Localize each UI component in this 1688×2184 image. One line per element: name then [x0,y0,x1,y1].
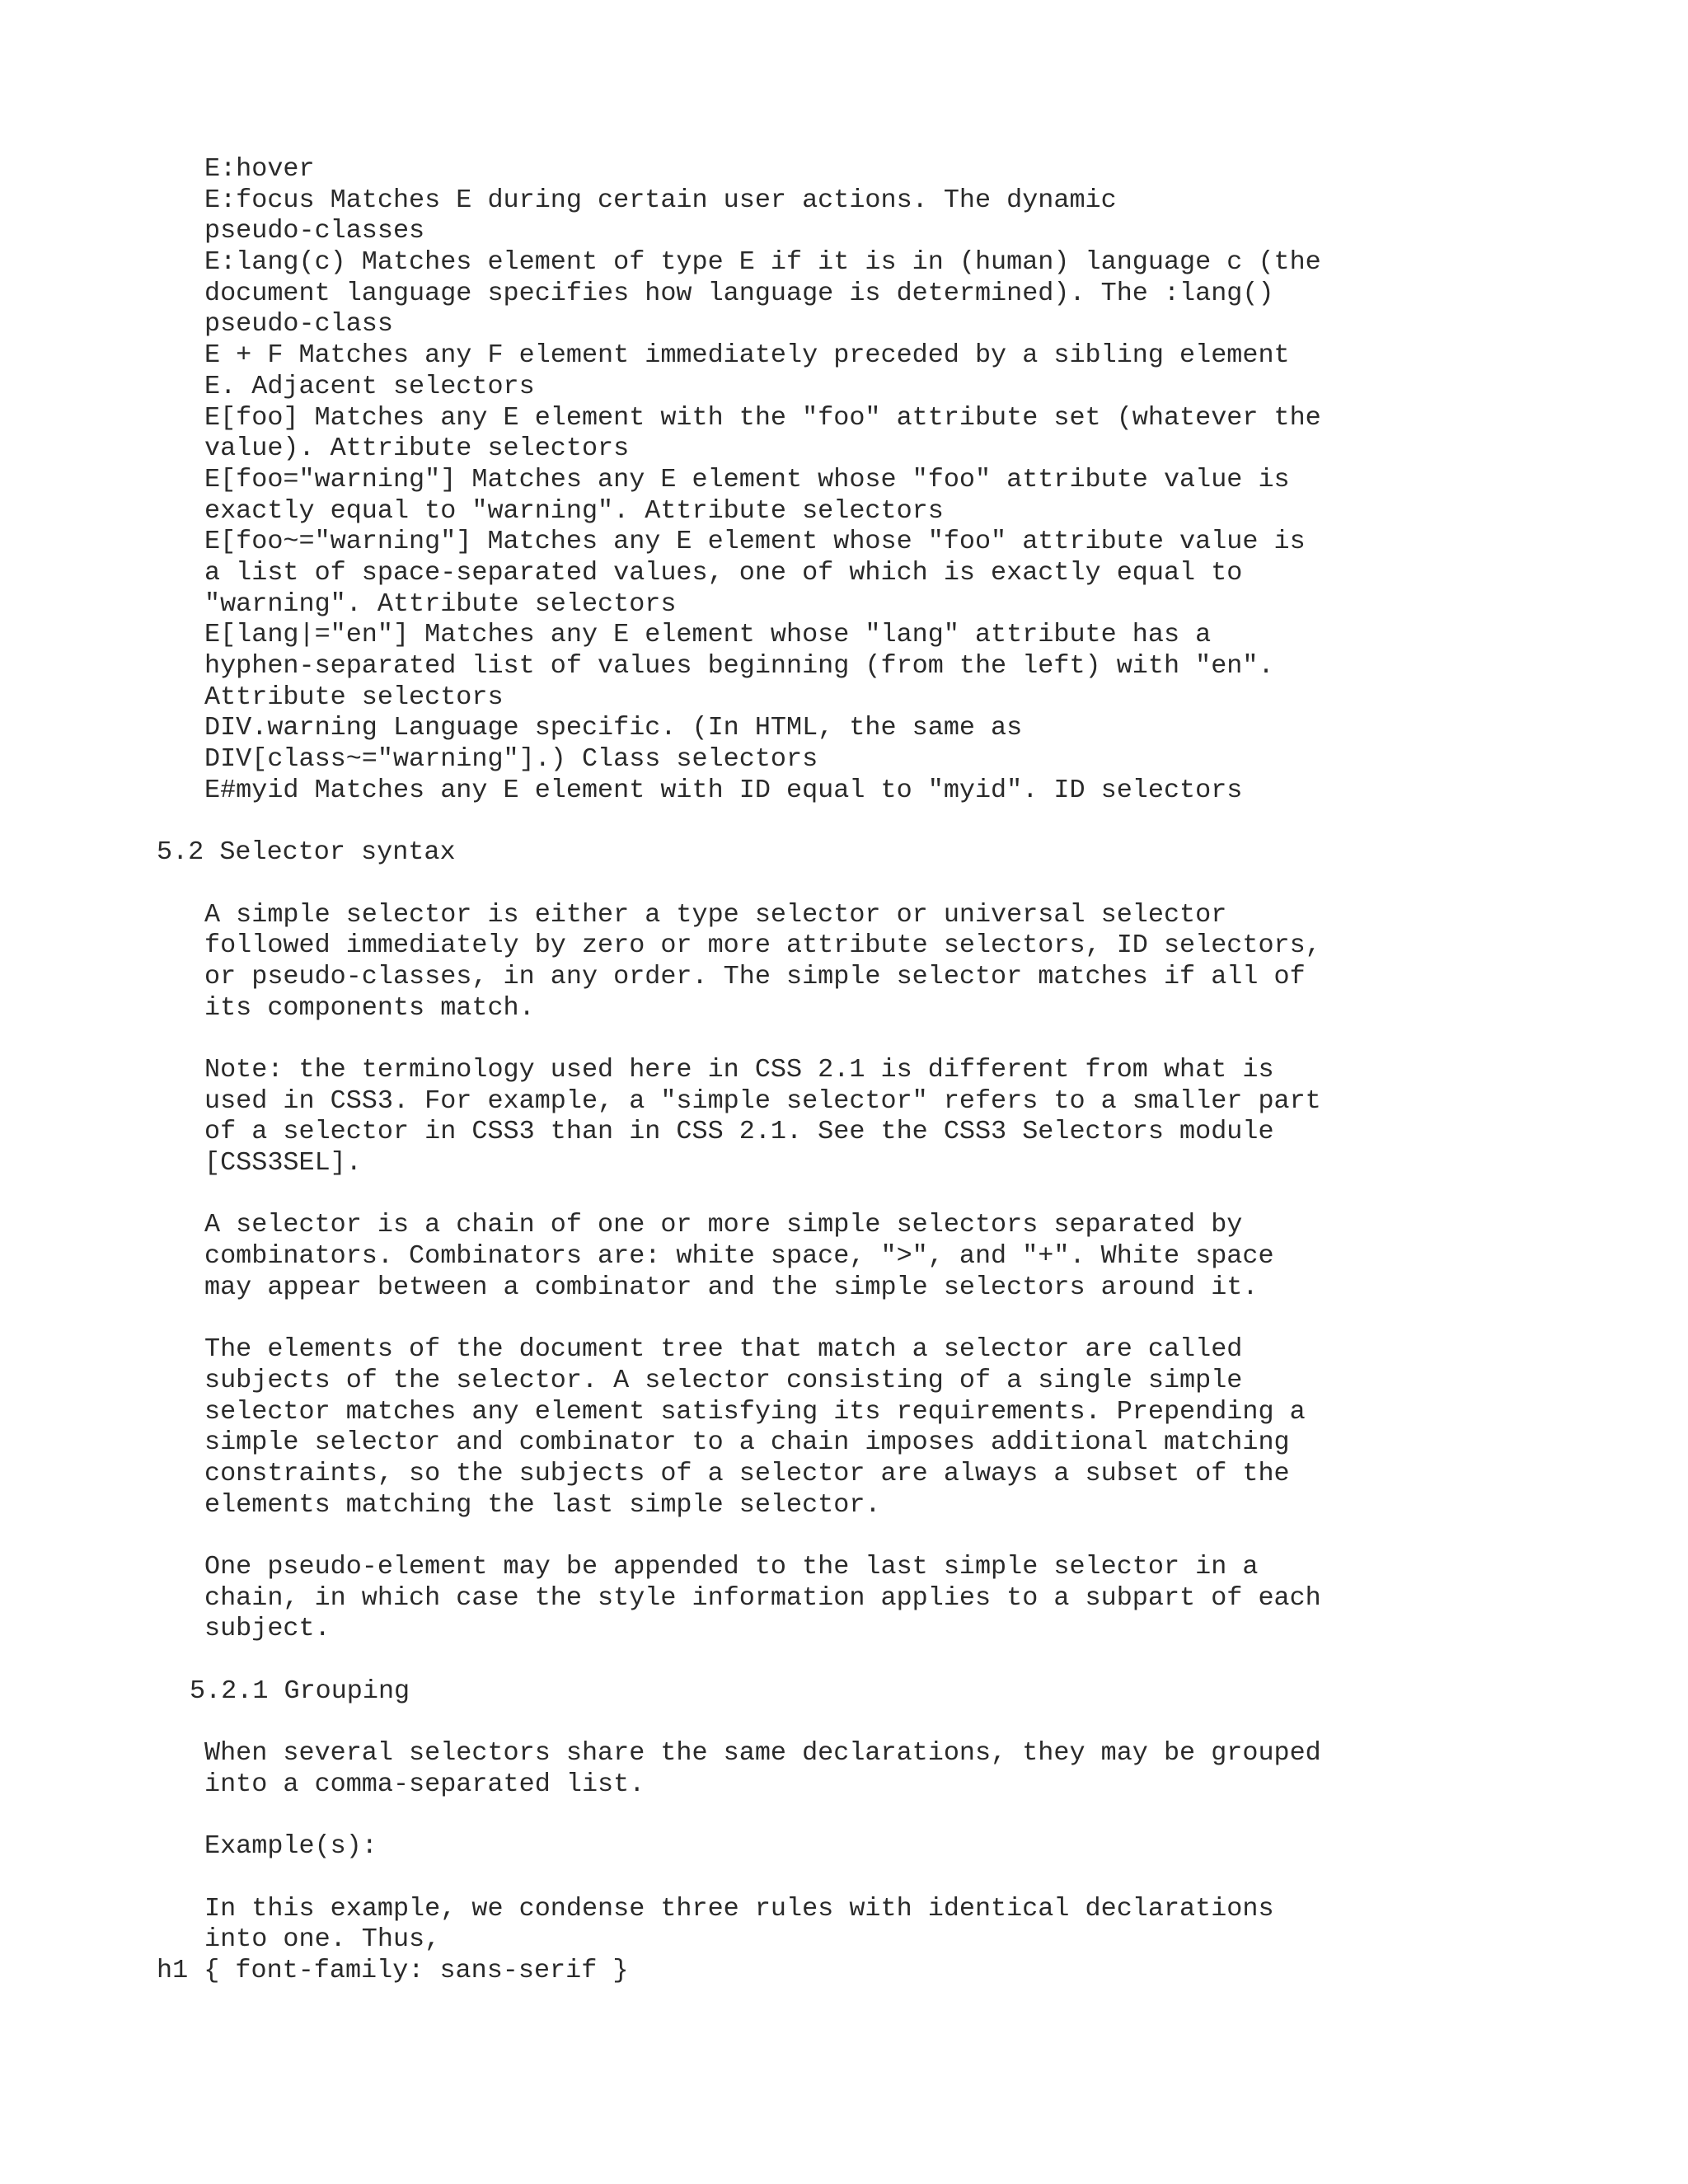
spacer [0,1303,1688,1334]
paragraph-line: of a selector in CSS3 than in CSS 2.1. See the CSS3 Selectors module [204,1117,1274,1147]
paragraph-line: When several selectors share the same declarations, they may be grouped [204,1738,1321,1769]
table-row-continued: Attribute selectors [204,682,504,712]
table-row-continued: pseudo-class [204,309,393,340]
paragraph-line: chain, in which case the style information applies to a subpart of each [204,1582,1321,1613]
spacer [0,1179,1688,1211]
table-row-continued: DIV[class~="warning"].) Class selectors [204,744,818,775]
table-row: E:hover [204,154,315,184]
paragraph-example-text [0,1894,1688,1956]
spacer [0,1645,1688,1676]
table-row-continued: pseudo-classes [204,216,425,246]
paragraph-selector-chain [0,1210,1688,1303]
paragraph-line: used in CSS3. For example, a "simple selector" refers to a smaller part [204,1085,1321,1116]
paragraph-grouping-intro [0,1738,1688,1800]
document-body [0,154,1688,1987]
table-row: E[foo~="warning"] Matches any E element whose "foo" attribute value is [204,527,1306,557]
paragraph-line: constraints, so the subjects of a selector are always a subset of the [204,1458,1290,1488]
paragraph-terminology-note [0,1055,1688,1179]
spacer [0,1707,1688,1738]
selector-table-tail [0,154,1688,806]
table-row: E[lang|="en"] Matches any E element whose "lang" attribute has a [204,620,1212,650]
section-heading-5-2-1: 5.2.1 Grouping [190,1675,410,1706]
table-row: E[foo] Matches any E element with the "foo" attribute set (whatever the [204,402,1321,433]
paragraph-line: its components match. [204,992,535,1023]
table-row: E:lang(c) Matches element of type E if it is in (human) language c (the [204,247,1321,278]
spacer [0,1800,1688,1831]
spacer [0,869,1688,900]
spacer [0,1863,1688,1894]
table-row-continued: value). Attribute selectors [204,434,630,464]
paragraph-simple-selector [0,900,1688,1024]
paragraph-line: combinators. Combinators are: white space, ">", and "+". White space [204,1241,1274,1272]
paragraph-line: In this example, we condense three rules with identical declarations [204,1893,1274,1924]
spacer [0,1024,1688,1055]
spacer [0,806,1688,837]
paragraph-line: A simple selector is either a type selector or universal selector [204,899,1227,930]
section-heading-5-2: 5.2 Selector syntax [157,837,456,868]
paragraph-line: simple selector and combinator to a chain imposes additional matching [204,1427,1290,1458]
code-line: h1 { font-family: sans-serif } [157,1955,629,1985]
table-row-continued: E. Adjacent selectors [204,371,535,401]
paragraph-line: into one. Thus, [204,1924,441,1955]
paragraph-line: [CSS3SEL]. [204,1148,362,1178]
paragraph-line: elements matching the last simple selector. [204,1489,881,1520]
table-row-continued: hyphen-separated list of values beginning (from the left) with "en". [204,651,1274,681]
paragraph-subjects [0,1334,1688,1521]
paragraph-line: or pseudo-classes, in any order. The simple selector matches if all of [204,961,1306,991]
table-row: E + F Matches any F element immediately preceded by a sibling element [204,340,1290,371]
table-row-continued: document language specifies how language is determined). The :lang() [204,278,1274,308]
table-row: E#myid Matches any E element with ID equal to "myid". ID selectors [204,775,1243,805]
example-label: Example(s): [204,1831,377,1862]
spacer [0,1521,1688,1552]
paragraph-line: A selector is a chain of one or more simple selectors separated by [204,1210,1243,1240]
paragraph-line: selector matches any element satisfying its requirements. Prepending a [204,1396,1306,1427]
paragraph-line: subject. [204,1614,331,1644]
table-row-continued: a list of space-separated values, one of which is exactly equal to [204,557,1243,588]
table-row: E[foo="warning"] Matches any E element whose "foo" attribute value is [204,464,1290,494]
table-row: E:focus Matches E during certain user actions. The dynamic [204,185,1117,215]
paragraph-pseudo-element [0,1552,1688,1645]
paragraph-line: Note: the terminology used here in CSS 2.1 is different from what is [204,1054,1274,1085]
table-row-continued: exactly equal to "warning". Attribute selectors [204,495,944,526]
paragraph-line: may appear between a combinator and the simple selectors around it. [204,1272,1259,1302]
table-row: DIV.warning Language specific. (In HTML, the same as [204,713,1023,743]
paragraph-line: The elements of the document tree that match a selector are called [204,1334,1243,1365]
paragraph-line: One pseudo-element may be appended to the last simple selector in a [204,1551,1259,1582]
paragraph-line: subjects of the selector. A selector consisting of a single simple [204,1365,1243,1395]
paragraph-line: into a comma-separated list. [204,1769,645,1799]
paragraph-line: followed immediately by zero or more attribute selectors, ID selectors, [204,930,1321,961]
table-row-continued: "warning". Attribute selectors [204,588,677,619]
